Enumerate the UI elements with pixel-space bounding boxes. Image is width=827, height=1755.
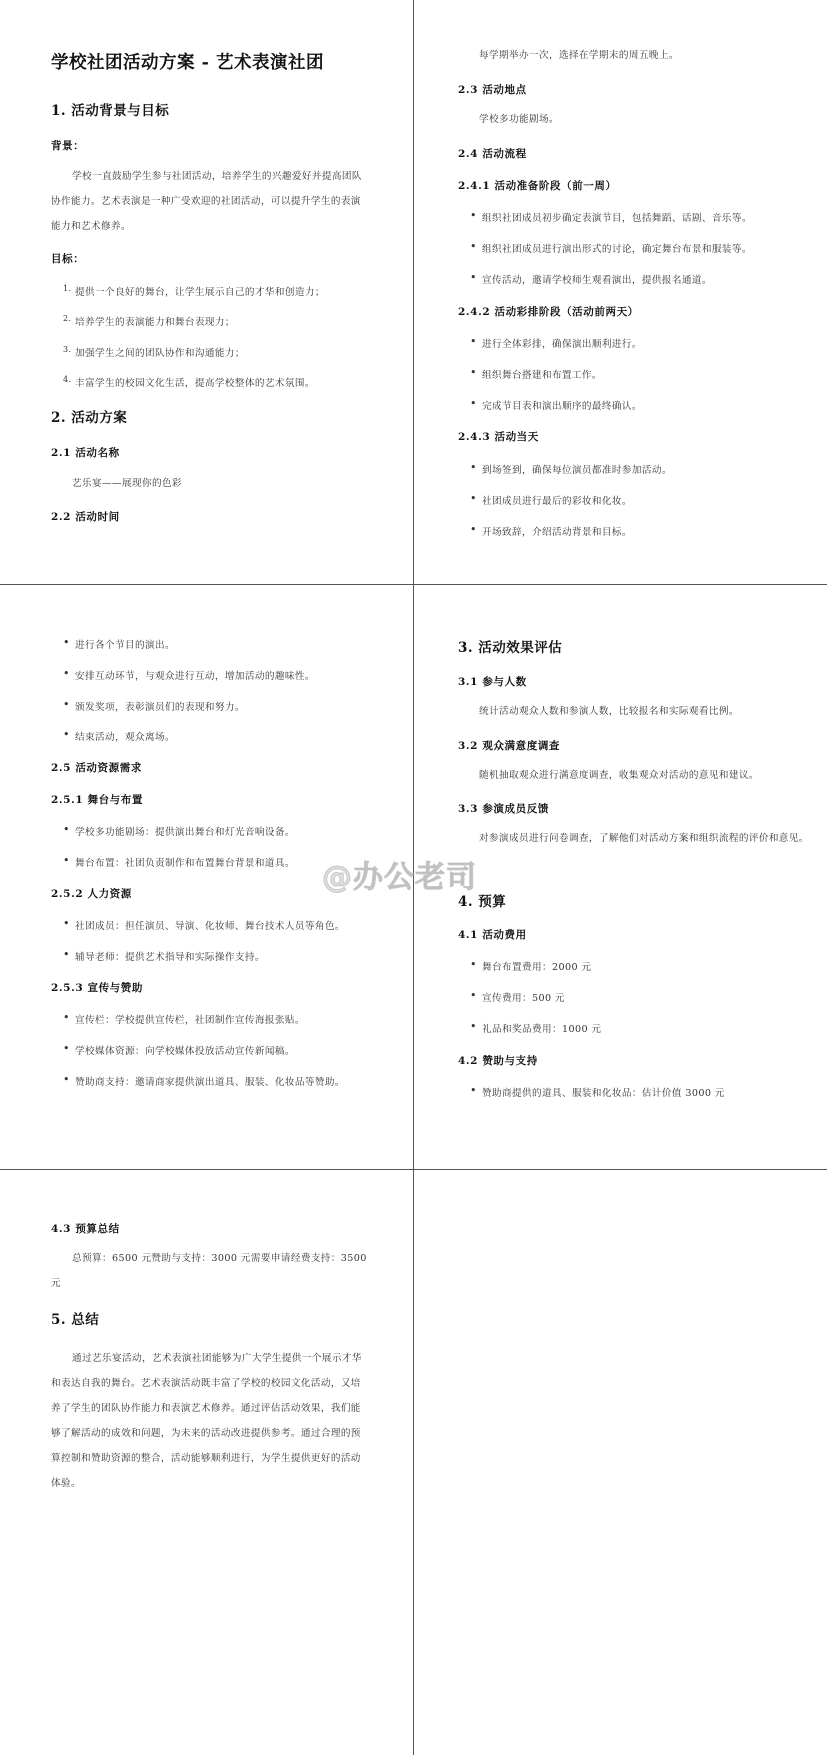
section-2-4-1-heading: 2.4.1 活动准备阶段（前一周） [458,180,617,192]
section-3-3-heading: 3.3 参演成员反馈 [458,803,549,815]
activity-time-text: 每学期举办一次，选择在学期末的周五晚上。 [479,50,679,61]
background-paragraph: 学校一直鼓励学生参与社团活动，培养学生的兴趣爱好并提高团队协作能力。艺术表演是一种广受欢迎的社团活动，可以提升学生的表演能力和艺术修养。 [51,171,362,232]
section-4-heading: 4. 预算 [458,894,507,910]
list-item: • 组织社团成员初步确定表演节目，包括舞蹈、话剧、音乐等。 [470,209,752,224]
section-5-heading: 5. 总结 [51,1312,100,1328]
page-5 [0,1170,414,1755]
activity-name-text: 艺乐宴——展现你的色彩 [72,478,182,489]
background-label: 背景： [51,140,85,152]
section-2-5-2-heading: 2.5.2 人力资源 [51,888,132,900]
section-2-1-heading: 2.1 活动名称 [51,447,120,459]
list-item: • 赞助商提供的道具、服装和化妆品：估计价值 3000 元 [470,1084,725,1099]
list-item: • 颁发奖项，表彰演员们的表现和努力。 [63,698,245,713]
activity-place-text: 学校多功能剧场。 [479,114,559,125]
page-6 [414,1170,827,1755]
goal-item: 4. 丰富学生的校园文化生活，提高学校整体的艺术氛围。 [63,375,315,389]
section-2-3-heading: 2.3 活动地点 [458,84,527,96]
list-item: • 宣传栏：学校提供宣传栏，社团制作宣传海报张贴。 [63,1011,305,1026]
section-2-4-3-heading: 2.4.3 活动当天 [458,431,539,443]
list-item: • 组织社团成员进行演出形式的讨论，确定舞台布景和服装等。 [470,240,752,255]
section-2-5-3-heading: 2.5.3 宣传与赞助 [51,982,143,994]
participation-text: 统计活动观众人数和参演人数，比较报名和实际观看比例。 [479,706,739,717]
list-item: • 社团成员：担任演员、导演、化妆师、舞台技术人员等角色。 [63,917,345,932]
list-item: • 组织舞台搭建和布置工作。 [470,366,602,381]
goal-item: 1. 提供一个良好的舞台，让学生展示自己的才华和创造力； [63,284,325,298]
list-item: • 赞助商支持：邀请商家提供演出道具、服装、化妆品等赞助。 [63,1073,345,1088]
summary-paragraph: 通过艺乐宴活动，艺术表演社团能够为广大学生提供一个展示才华和表达自我的舞台。艺术表演活动既丰富了学校的校园文化活动，又培养了学生的团队协作能力和表演艺术修养。通过评估活动效果，我们能够了解活动的成效和问题，为未来的活动改进提供参考。通过合理的预算控制和赞助资源的整合，活动能够顺利进行，为学生提供更好的活动体验。 [51,1353,362,1489]
list-item: • 舞台布置：社团负责制作和布置舞台背景和道具。 [63,854,295,869]
section-3-1-heading: 3.1 参与人数 [458,676,527,688]
page-1 [0,0,414,585]
section-4-3-heading: 4.3 预算总结 [51,1223,120,1235]
section-2-2-heading: 2.2 活动时间 [51,511,120,523]
list-item: • 学校多功能剧场：提供演出舞台和灯光音响设备。 [63,823,295,838]
section-3-2-heading: 3.2 观众满意度调查 [458,740,561,752]
watermark: @办公老司 [322,860,477,895]
budget-summary-text: 总预算：6500 元赞助与支持：3000 元需要申请经费支持：3500 元 [51,1253,367,1289]
list-item: • 完成节目表和演出顺序的最终确认。 [470,397,642,412]
page-2 [414,0,827,585]
section-2-4-heading: 2.4 活动流程 [458,148,527,160]
list-item: • 舞台布置费用：2000 元 [470,958,592,973]
doc-title: 学校社团活动方案 - 艺术表演社团 [51,53,324,73]
list-item: • 进行全体彩排，确保演出顺利进行。 [470,335,642,350]
list-item: • 宣传费用：500 元 [470,989,565,1004]
goal-label: 目标： [51,253,85,265]
section-2-5-1-heading: 2.5.1 舞台与布置 [51,794,143,806]
section-2-5-heading: 2.5 活动资源需求 [51,762,142,774]
section-1-heading: 1. 活动背景与目标 [51,103,170,119]
list-item: • 宣传活动，邀请学校师生观看演出，提供报名通道。 [470,271,712,286]
list-item: • 到场签到，确保每位演员都准时参加活动。 [470,461,672,476]
list-item: • 结束活动，观众离场。 [63,728,175,743]
list-item: • 安排互动环节，与观众进行互动，增加活动的趣味性。 [63,667,315,682]
survey-text: 随机抽取观众进行满意度调查，收集观众对活动的意见和建议。 [479,770,759,781]
list-item: • 社团成员进行最后的彩妆和化妆。 [470,492,632,507]
section-4-2-heading: 4.2 赞助与支持 [458,1055,538,1067]
section-2-4-2-heading: 2.4.2 活动彩排阶段（活动前两天） [458,306,639,318]
goal-item: 3. 加强学生之间的团队协作和沟通能力； [63,345,245,359]
section-3-heading: 3. 活动效果评估 [458,640,563,656]
list-item: • 学校媒体资源：向学校媒体投放活动宣传新闻稿。 [63,1042,295,1057]
goal-item: 2. 培养学生的表演能力和舞台表现力； [63,314,235,328]
list-item: • 开场致辞，介绍活动背景和目标。 [470,523,632,538]
section-4-1-heading: 4.1 活动费用 [458,929,527,941]
list-item: • 进行各个节目的演出。 [63,636,175,651]
feedback-text: 对参演成员进行问卷调查，了解他们对活动方案和组织流程的评价和意见。 [479,833,809,844]
list-item: • 礼品和奖品费用：1000 元 [470,1020,602,1035]
section-2-heading: 2. 活动方案 [51,410,128,426]
list-item: • 辅导老师：提供艺术指导和实际操作支持。 [63,948,265,963]
